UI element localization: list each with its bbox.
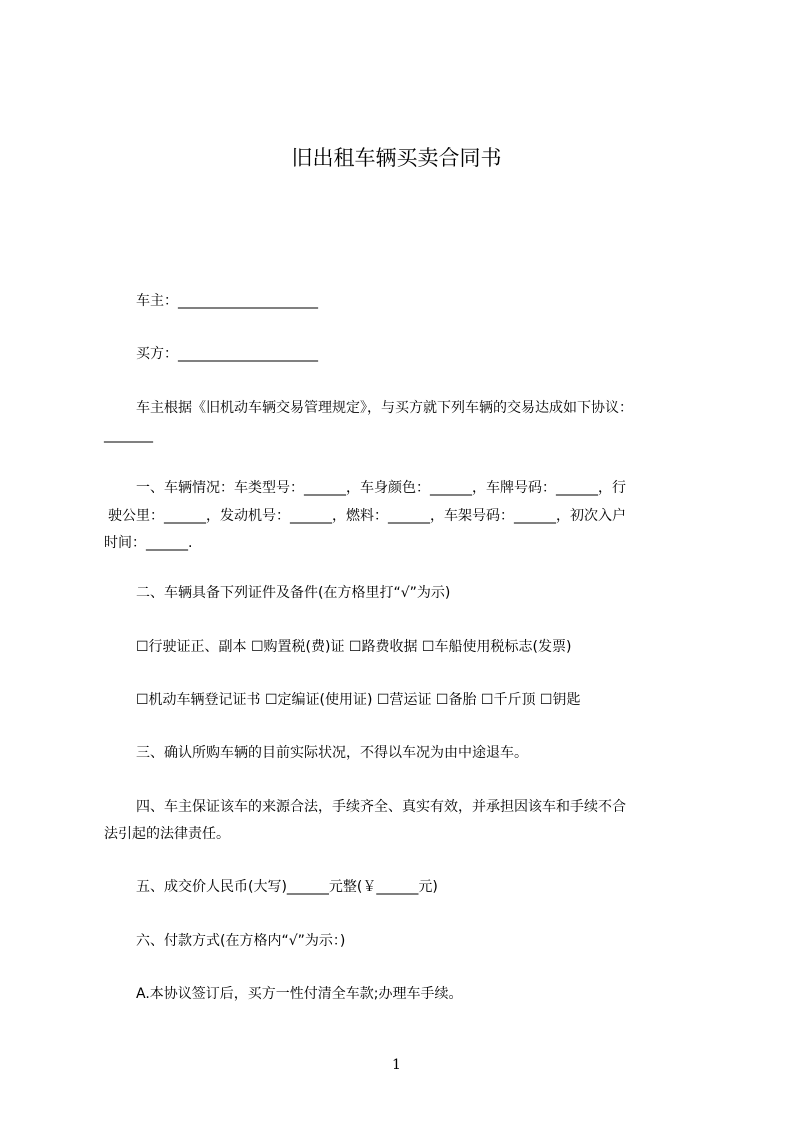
clause-2-text: 二、车辆具备下列证件及备件(在方格里打“√”为示) bbox=[136, 585, 451, 601]
clause-1-line-2: 驶公里：______，发动机号：______，燃料：______，车架号码：______，初次入户 bbox=[108, 508, 626, 524]
clause-6-text: 六、付款方式(在方格内“√”为示：) bbox=[136, 933, 346, 949]
preamble-text: 车主根据《旧机动车辆交易管理规定》，与买方就下列车辆的交易达成如下协议： bbox=[136, 400, 633, 416]
clause-4-line-1: 四、车主保证该车的来源合法，手续齐全、真实有效，并承担因该车和手续不合 bbox=[136, 799, 626, 815]
documents-checklist-row-2: ☐机动车辆登记证书 ☐定编证(使用证) ☐营运证 ☐备胎 ☐千斤顶 ☐钥匙 bbox=[136, 692, 581, 708]
payment-option-a: A.本协议签订后，买方一性付清全车款;办理车手续。 bbox=[136, 986, 463, 1002]
clause-4-line-2: 法引起的法律责任。 bbox=[104, 826, 230, 842]
clause-1-line-3: 时间：______. bbox=[104, 535, 193, 551]
document-title: 旧出租车辆买卖合同书 bbox=[291, 146, 502, 170]
clause-1-line-1: 一、车辆情况：车类型号：______，车身颜色：______，车牌号码：______，行 bbox=[136, 480, 626, 496]
owner-line: 车主：____________________ bbox=[136, 293, 318, 309]
clause-3-text: 三、确认所购车辆的目前实际状况，不得以车况为由中途退车。 bbox=[136, 745, 528, 761]
documents-checklist-row-1: ☐行驶证正、副本 ☐购置税(费)证 ☐路费收据 ☐车船使用税标志(发票) bbox=[136, 639, 572, 655]
page-number: 1 bbox=[392, 1057, 401, 1073]
clause-5-text: 五、成交价人民币(大写)______元整(￥______元) bbox=[136, 879, 438, 895]
preamble-blank: _______ bbox=[104, 427, 153, 443]
buyer-line: 买方：____________________ bbox=[136, 346, 318, 362]
